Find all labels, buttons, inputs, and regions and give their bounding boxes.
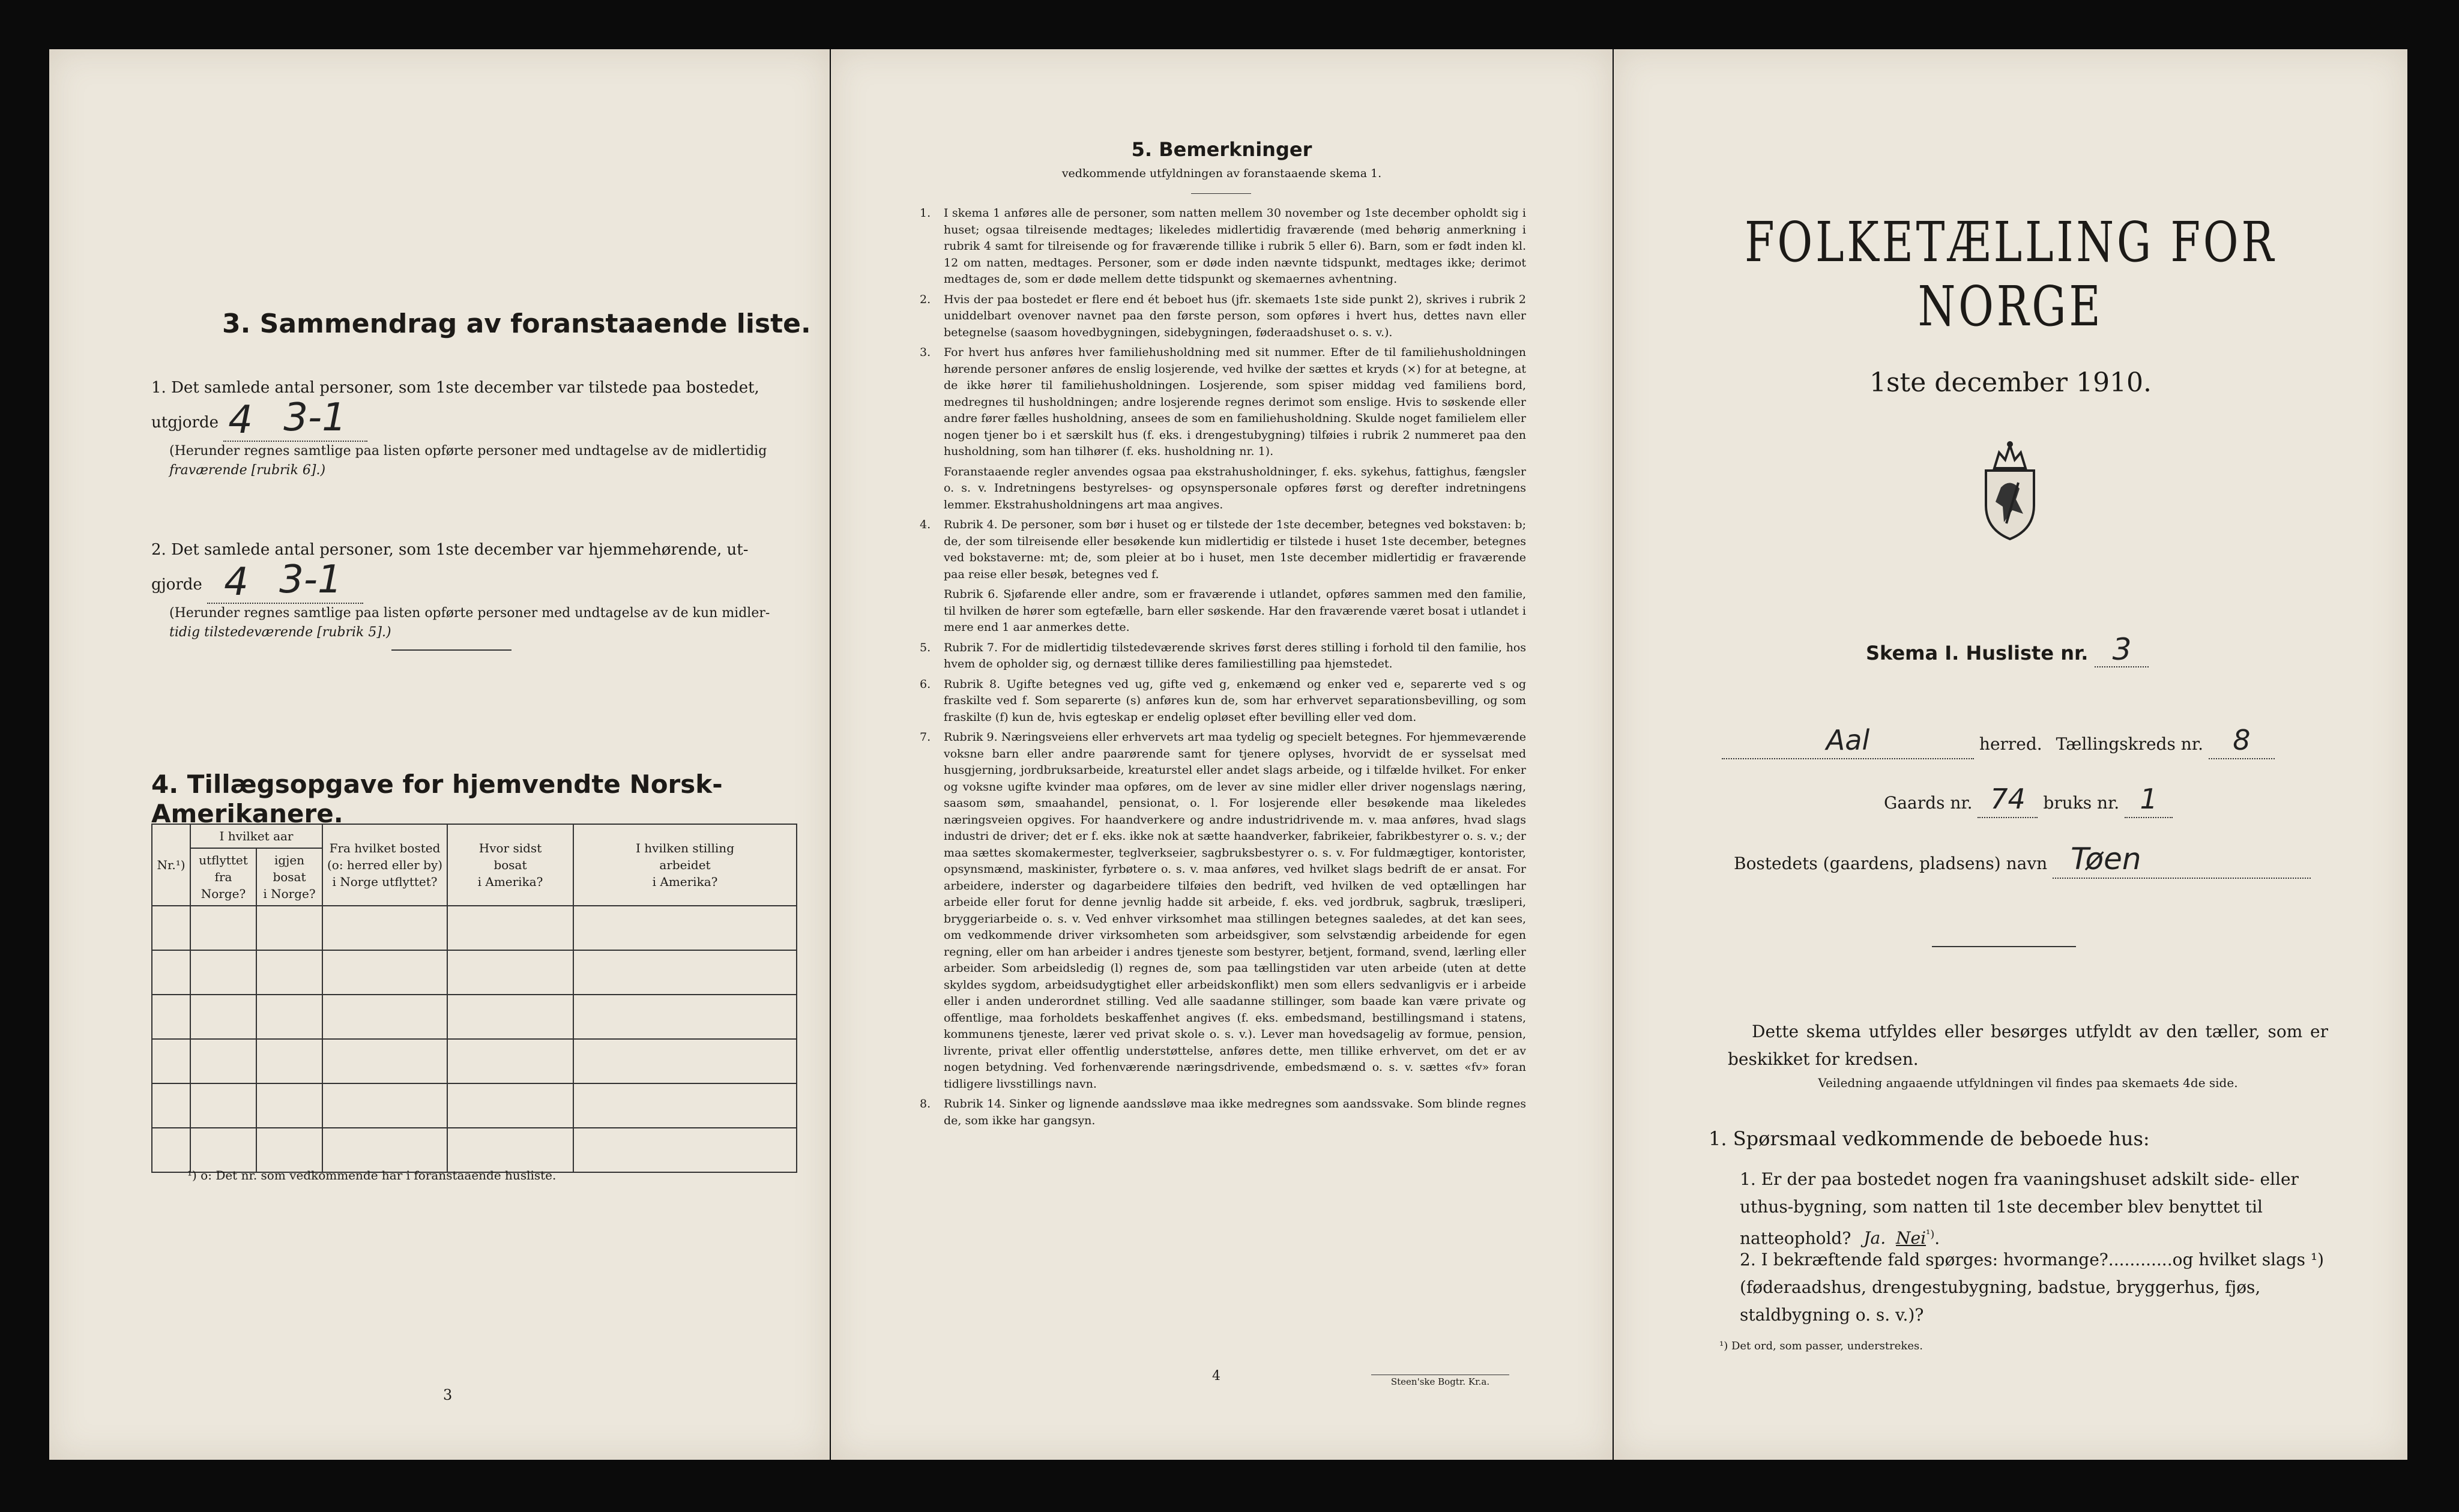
bemerkning-item bbox=[920, 464, 1526, 514]
bemerkning-item bbox=[920, 205, 1526, 288]
table-row bbox=[152, 950, 797, 995]
present-count-field bbox=[223, 396, 367, 442]
col-nr-header: Nr.¹) bbox=[152, 824, 190, 906]
summary-item-2-note-b: tidig tilstedeværende [rubrik 5].) bbox=[169, 625, 391, 640]
bruks-field bbox=[2125, 785, 2173, 818]
bemerkning-item bbox=[920, 586, 1526, 636]
bemerkning-number: 2. bbox=[920, 292, 931, 306]
summary-item-2-text: 2. Det samlede antal personer, som 1ste december var hjemmehørende, ut- bbox=[151, 541, 749, 559]
bemerkning-number: 3. bbox=[920, 346, 931, 359]
summary-item-1 bbox=[151, 372, 788, 480]
bemerkning-number: 1. bbox=[920, 206, 931, 220]
schema-line bbox=[1866, 632, 2149, 667]
resident-count-handwritten-a: 4 bbox=[224, 560, 249, 604]
summary-item-1-note-a: (Herunder regnes samtlige paa listen opførte personer med undtagelse av de midlertidig bbox=[169, 444, 767, 459]
gaards-handwritten: 74 bbox=[1990, 783, 2026, 815]
page-number-4: 4 bbox=[1212, 1369, 1220, 1384]
summary-item-1-text: 1. Det samlede antal personer, som 1ste december var tilstede paa bostedet, bbox=[151, 379, 759, 397]
bemerkninger-subtitle: vedkommende utfyldningen av foranstaaende skema 1. bbox=[1061, 167, 1382, 180]
question-2: 2. I bekræftende fald spørges: hvormange?............og hvilket slags ¹) (føderaadshus, drengestubygning, badstue, bryggerhus, fjøs, staldbygning o. s. v.)? bbox=[1740, 1250, 2325, 1325]
bemerkning-text: Rubrik 8. Ugifte betegnes ved ug, gifte ved g, enkemænd og enker ved e, separerte ved s og fraskilte ved f. Som separerte (s) anføres kun de, som har erhvervet separationsbevilling, og som fraskilte (f) kun de, hvis egteskap er endelig opløset efter bevilling eller ved dom. bbox=[944, 677, 1526, 724]
bemerkning-item bbox=[920, 292, 1526, 342]
bemerkning-item bbox=[920, 1096, 1526, 1129]
table-footnote: ¹) o: Det nr. som vedkommende har i foranstaaende husliste. bbox=[187, 1168, 557, 1182]
bemerkning-number: 5. bbox=[920, 640, 931, 654]
bemerkning-text: Rubrik 14. Sinker og lignende aandssløve maa ikke medregnes som aandssvake. Som blinde regnes de, som ikke har gangsyn. bbox=[944, 1097, 1526, 1127]
summary-item-2-prefix: gjorde bbox=[151, 576, 202, 594]
divider bbox=[1191, 193, 1251, 194]
gaards-label: Gaards nr. bbox=[1884, 793, 1973, 813]
norsk-amerikanere-table bbox=[151, 824, 797, 1173]
kreds-label: Tællingskreds nr. bbox=[2056, 734, 2203, 754]
herred-label: herred. bbox=[1979, 734, 2042, 754]
summary-item-1-prefix: utgjorde bbox=[151, 414, 219, 432]
bemerkning-text: Rubrik 4. De personer, som bør i huset og er tilstede der 1ste december, betegnes ved bokstaven: b; de, der som tilreisende eller besøkende kun midlertidig er tilstede i huset 1ste december, betegnes ved bokstaverne: mt; de, som pleier at bo i huset, men 1ste december midlertidig er fraværende paa reise eller besøk, betegnes ved f. bbox=[944, 518, 1526, 581]
resident-count-field bbox=[207, 558, 363, 604]
bruks-handwritten: 1 bbox=[2140, 783, 2158, 815]
intro-text: Dette skema utfyldes eller besørges utfyldt av den tæller, som er beskikket for kredsen. bbox=[1728, 1022, 2328, 1069]
bemerkninger-list bbox=[920, 205, 1526, 1133]
divider bbox=[1932, 946, 2076, 947]
question-1: 1. Er der paa bostedet nogen fra vaaningshuset adskilt side- eller uthus-bygning, som natten til 1ste december blev benyttet til natteophold? Ja. Nei$^{^1)}$. bbox=[1740, 1169, 2299, 1248]
page-1 bbox=[1614, 49, 2407, 1460]
printer-imprint: Steen'ske Bogtr. Kr.a. bbox=[1371, 1375, 1509, 1387]
table-row bbox=[152, 906, 797, 950]
bemerkning-text: Foranstaaende regler anvendes ogsaa paa ekstrahusholdninger, f. eks. sykehus, fattighus, fængsler o. s. v. Indretningens bestyrelses- og opsynspersonale opføres først og derefter indretningens lemmer. Ekstrahusholdningens art maa angives. bbox=[944, 465, 1526, 511]
summary-item-1-note-b: fraværende [rubrik 6].) bbox=[169, 463, 326, 478]
bemerkning-number: 7. bbox=[920, 730, 931, 744]
present-count-handwritten-b: 3-1 bbox=[283, 396, 346, 440]
bemerkning-text: Rubrik 9. Næringsveiens eller erhvervets art maa tydelig og specielt betegnes. For hjemmeværende voksne barn eller andre paarørende samt for tjenere oplyses, hvorvidt de er sysselsat med husgjerning, jordbruksarbeide, kreaturstel eller andet slags arbeide, og i tilfælde hvilket. For enker og voksne ugifte kvinder maa opføres, om de lever av sine midler eller driver nogenslags næring, saasom søm, smaahandel, pensionat, o. l. For losjerende eller besøkende maa likeledes næringsveien opgives. For haandverkere og andre industridrivende m. v. maa anføres, hvad slags industri de driver; det er f. eks. ikke nok at sætte haandverker, fabrikeier, fabrikbestyrer o. s. v.; der maa sættes skomakermester, teglverkseier, sagbruksbestyrer o. s. v. For fuldmægtiger, kontorister, opsynsmænd, maskinister, fyrbøtere o. s. v. maa anføres, ved hvilket slags bedrift de er ansat. For arbeidere, inderster og dagarbeidere tilføies den bedrift, ved hvilken de ved optællingen har arbeide eller forut for denne jevnlig hadde sit arbeide, f. eks. ved jordbruk, sagbruk, træsliperi, bryggeriarbeide o. s. v. Ved enhver virksomhet maa stillingen betegnes saaledes, at det kan sees, om vedkommende driver virksomheten som arbeidsgiver, som selvstændig arbeidende for egen regning, eller om han arbeider i andres tjeneste som bestyrer, betjent, formand, svend, lærling eller arbeider. Som arbeidsledig (l) regnes de, som paa tællingstiden var uten arbeide (uten at dette skyldes sygdom, arbeidsudygtighet eller arbeidskonflikt) men som ellers sedvanligvis er i arbeide eller i anden underordnet stilling. Ved alle saadanne stillinger, som baade kan være private og offentlige, maa forholdets beskaffenhet angives (f. eks. embedsmand, bestillingsmand i statens, kommunens tjeneste, lærer ved privat skole o. s. v.). Lever man hovedsagelig av formue, pension, livrente, privat eller offentlig understøttelse, anføres dette, men tillike erhvervet, om det er av nogen betydning. Ved forhenværende næringsdrivende, embedsmænd o. s. v. sættes «fv» foran tidligere livsstillings navn. bbox=[944, 730, 1526, 1091]
census-date: 1ste december 1910. bbox=[1869, 367, 2152, 398]
resident-count-handwritten-b: 3-1 bbox=[279, 558, 342, 602]
bosted-handwritten: Tøen bbox=[2071, 842, 2141, 876]
schema-number-field bbox=[2095, 632, 2149, 667]
divider bbox=[391, 649, 511, 651]
bemerkning-text: Hvis der paa bostedet er flere end ét beboet hus (jfr. skemaets 1ste side punkt 2), skrives i rubrik 2 uniddelbart ovenover navnet paa den første person, som opføres i hvert hus, dettes navn eller betegnelse (saasom hovedbygningen, sidebygningen, føderaadshuset o. s. v.). bbox=[944, 292, 1526, 339]
gaards-field bbox=[1978, 785, 2038, 818]
kreds-handwritten: 8 bbox=[2233, 724, 2251, 756]
bemerkning-text: Rubrik 7. For de midlertidig tilstedeværende skrives først deres stilling i forhold til den familie, hos hvem de opholder sig, og dernæst tillike deres familiestilling paa hjemstedet. bbox=[944, 640, 1526, 670]
intro-guidance: Veiledning angaaende utfyldningen vil findes paa skemaets 4de side. bbox=[1818, 1076, 2238, 1090]
col-utflyttet-header: utflyttet fra Norge? bbox=[190, 848, 256, 906]
page-number-3: 3 bbox=[443, 1387, 453, 1403]
col-igjen-header: igjen bosat i Norge? bbox=[256, 848, 322, 906]
table-row bbox=[152, 1083, 797, 1128]
norway-coat-of-arms-icon bbox=[1968, 439, 2052, 544]
bemerkning-item bbox=[920, 345, 1526, 460]
bemerkninger-title: 5. Bemerkninger bbox=[1131, 138, 1312, 161]
table-row bbox=[152, 995, 797, 1039]
bemerkning-number: 6. bbox=[920, 677, 931, 691]
bosted-label: Bostedets (gaardens, pladsens) navn bbox=[1734, 854, 2048, 873]
bemerkning-text: I skema 1 anføres alle de personer, som natten mellem 30 november og 1ste december opholdt sig i huset; ogsaa tilreisende medtages; likeledes midlertidig fraværende (med behørig anmerkning i rubrik 4 samt for tilreisende og for fraværende tillike i rubrik 5 eller 6). Barn, som er født inden kl. 12 om natten, medtages. Personer, som er døde inden nævnte tidspunkt, medtages ikke; derimot medtages de, som er døde mellem dette tidspunkt og skemaernes avhentning. bbox=[944, 206, 1526, 286]
schema-number-handwritten: 3 bbox=[2112, 632, 2132, 667]
herred-line bbox=[1722, 726, 2358, 759]
page1-footnote: ¹) Det ord, som passer, understrekes. bbox=[1719, 1340, 1923, 1352]
gaards-line bbox=[1884, 785, 2173, 818]
col-bosted-header: Fra hvilket bosted (o: herred eller by) i Norge utflyttet? bbox=[322, 824, 447, 906]
herred-field bbox=[1722, 726, 1974, 759]
herred-handwritten: Aal bbox=[1826, 724, 1870, 756]
kreds-field bbox=[2209, 726, 2275, 759]
question-1-nei: Nei bbox=[1896, 1228, 1926, 1248]
bemerkning-text: Rubrik 6. Sjøfarende eller andre, som er fraværende i utlandet, opføres sammen med den familie, til hvilken de hører som egtefælle, barn eller søskende. Har den fraværende været bosat i utlandet i mere end 1 aar anmerkes dette. bbox=[944, 588, 1526, 634]
section-4-title: 4. Tillægsopgave for hjemvendte Norsk-Amerikanere. bbox=[151, 770, 723, 828]
bemerkning-text: For hvert hus anføres hver familiehusholdning med sit nummer. Efter de til familiehusholdningen hørende personer anføres de enslig losjerende, ved hvilke der sættes et kryds (×) for at betegne, at de ikke hører til familiehusholdningen. Losjerende, som spiser middag ved familiens bord, medregnes til husholdningen; andre losjerende regnes derimot som enslige. Hvis to søskende eller andre fører fælles husholdning, ansees de som en familiehusholdning. Skulde noget familielem eller nogen tjener bo i et særskilt hus (f. eks. i drengestubygning) tilføies i rubrik 2 nummeret paa den husholdning, som han tilhører (f. eks. husholdning nr. 1). bbox=[944, 346, 1526, 458]
table-row bbox=[152, 1039, 797, 1083]
bemerkning-number: 8. bbox=[920, 1097, 931, 1110]
question-1-text: 1. Er der paa bostedet nogen fra vaaningshuset adskilt side- eller uthus-bygning, som natten til 1ste december blev benyttet til natteophold? bbox=[1740, 1169, 2299, 1248]
col-stilling-header: I hvilken stilling arbeidet i Amerika? bbox=[573, 824, 797, 906]
bosted-field bbox=[2053, 842, 2311, 879]
schema-label: Skema I. Husliste nr. bbox=[1866, 642, 2089, 664]
page-3 bbox=[49, 49, 830, 1460]
census-title: FOLKETÆLLING FOR NORGE bbox=[1744, 210, 2277, 339]
page-4 bbox=[831, 49, 1613, 1460]
summary-item-2-note-a: (Herunder regnes samtlige paa listen opførte personer med undtagelse av de kun midler- bbox=[169, 606, 770, 621]
question-1-ja: Ja. bbox=[1863, 1228, 1886, 1248]
section-3-title: 3. Sammendrag av foranstaaende liste. bbox=[222, 309, 811, 339]
bemerkning-item bbox=[920, 517, 1526, 583]
bemerkning-item bbox=[920, 729, 1526, 1092]
bosted-line bbox=[1734, 842, 2311, 879]
bemerkning-number: 4. bbox=[920, 518, 931, 531]
bemerkning-item bbox=[920, 676, 1526, 726]
present-count-handwritten-a: 4 bbox=[228, 398, 253, 442]
questions-heading: 1. Spørsmaal vedkommende de beboede hus: bbox=[1709, 1127, 2150, 1150]
col-amerika-bosat-header: Hvor sidst bosat i Amerika? bbox=[447, 824, 573, 906]
col-group-header: I hvilket aar bbox=[190, 824, 322, 848]
bruks-label: bruks nr. bbox=[2043, 793, 2120, 813]
bemerkning-item bbox=[920, 640, 1526, 673]
summary-item-2 bbox=[151, 534, 788, 642]
